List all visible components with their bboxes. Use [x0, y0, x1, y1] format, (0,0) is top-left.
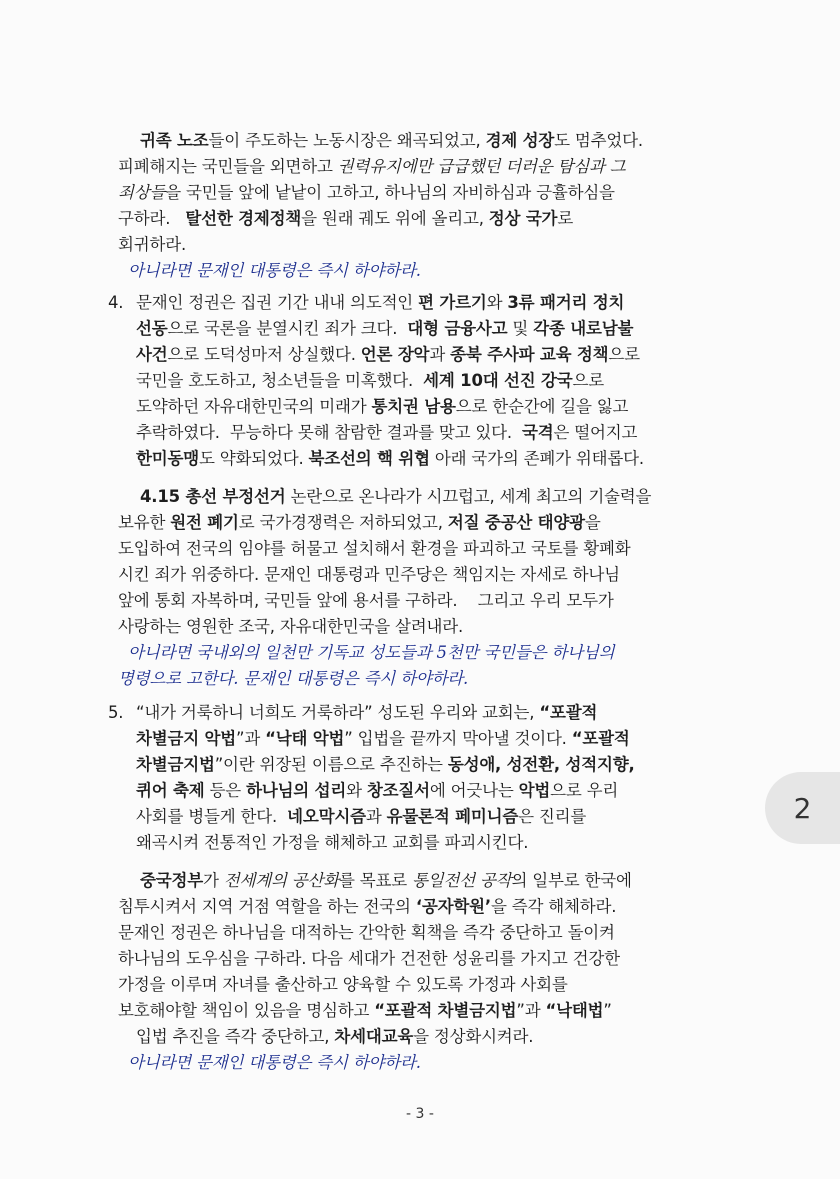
bold-text: 편 가르기: [418, 293, 487, 312]
text-line: [118, 316, 738, 342]
bold-text: 4.15 총선 부정선거: [140, 487, 286, 506]
text: 를 목표로: [338, 871, 413, 890]
text: 으로 국론을 분열시킨 죄가 크다.: [167, 319, 408, 338]
text-line: [118, 484, 738, 510]
text: “내가 거룩하니 너희도 거룩하라” 성도된 우리와 교회는,: [136, 703, 540, 722]
text-line: [118, 752, 738, 778]
bold-text: 경제 성장: [485, 131, 555, 150]
text-line: [118, 180, 738, 206]
text-line: [118, 206, 738, 232]
text-line: 사랑하는 영원한 조국, 자유대한민국을 살려내라.: [118, 617, 464, 636]
text: 국민을 호도하고, 청소년들을 미혹했다.: [136, 371, 424, 390]
text: 을 원래 궤도 위에 올리고,: [301, 209, 489, 228]
text: 을 국민들 앞에 낱낱이 고하고, 하나님의 자비하심과 긍휼하심을: [165, 183, 615, 202]
bold-text: 중국정부: [140, 871, 203, 890]
bold-text: 차세대교육: [334, 1027, 414, 1046]
bold-text: 한미동맹: [136, 449, 199, 468]
text: 보유한: [118, 513, 171, 532]
bold-text: 통치권 남용: [371, 397, 456, 416]
text: 들이 주도하는 노동시장은 왜곡되었고,: [208, 131, 486, 150]
bold-text: 북조선의 핵 위협: [308, 449, 430, 468]
text-line: [118, 804, 738, 830]
text: 으로 우리: [550, 781, 619, 800]
text: 보호해야할 책임이 있음을 명심하고: [118, 1001, 375, 1020]
text: 가: [202, 871, 224, 890]
italic-text: 통일전선 공작: [412, 871, 512, 890]
text: 도 멈추었다.: [554, 131, 643, 150]
text-line: [118, 128, 738, 154]
text: 은 진리를: [518, 807, 587, 826]
text: 등은: [204, 781, 247, 800]
text: 및: [507, 319, 534, 338]
text: 와: [486, 293, 508, 312]
bold-text: 네오막시즘: [287, 807, 366, 826]
text-line: [118, 368, 738, 394]
paragraph-item-5: [108, 700, 738, 856]
text: ”: [603, 1001, 612, 1020]
text: 으로: [572, 371, 604, 390]
bold-text: 종북 주사파 교육 정책: [450, 345, 609, 364]
text: 추락하였다. 무능하다 못해 참람한 결과를 맞고 있다.: [136, 423, 523, 442]
bold-text: 세계 10대 선진 강국: [423, 371, 573, 390]
demand-line: 아니라면 문재인 대통령은 즉시 하야하라.: [128, 1053, 421, 1072]
text-line: 문재인 정권은 하나님을 대적하는 간악한 획책을 즉각 중단하고 돌이켜: [118, 923, 615, 942]
bold-text: 악법: [518, 781, 551, 800]
item-number: 5.: [108, 703, 124, 722]
text-line: [118, 342, 738, 368]
bold-text: “낙태 악법: [265, 729, 345, 748]
text: 피폐해지는 국민들을 외면하고: [118, 157, 338, 176]
text: 아래 국가의 존폐가 위태롭다.: [429, 449, 644, 468]
text: 입법 추진을 즉각 중단하고,: [136, 1027, 335, 1046]
page-badge-label: 2: [793, 791, 812, 825]
bold-text: “포괄적: [539, 703, 598, 722]
item-number: 4.: [108, 293, 124, 312]
bold-text: 정상 국가: [488, 209, 558, 228]
text-line: 회귀하라.: [118, 235, 187, 254]
bold-text: 원전 폐기: [170, 513, 239, 532]
text: 침투시켜서 지역 거점 역할을 하는 전국의: [118, 897, 416, 916]
text: 으로: [608, 345, 640, 364]
paragraph-economy: [118, 128, 738, 284]
text: 구하라.: [118, 209, 186, 228]
text: 와: [346, 781, 367, 800]
text-line: [118, 700, 738, 726]
text: 의 일부로 한국에: [511, 871, 632, 890]
text: ” 입법을 끝까지 막아낼 것이다.: [344, 729, 572, 748]
text: 로 국가경쟁력은 저하되었고,: [238, 513, 448, 532]
bold-text: 사건: [136, 345, 168, 364]
demand-line: 명령으로 고한다. 문재인 대통령은 즉시 하야하라.: [118, 669, 469, 688]
bold-text: 유물론적 페미니즘: [386, 807, 519, 826]
text-line: [118, 394, 738, 420]
demand-line: 아니라면 국내외의 일천만 기독교 성도들과 5천만 국민들은 하나님의: [128, 643, 615, 662]
bold-text: 동성애, 성전환, 성적지향,: [447, 755, 635, 774]
text-line: [118, 290, 738, 316]
text-line: [118, 510, 738, 536]
text: 과: [365, 807, 387, 826]
text: 도 약화되었다.: [198, 449, 309, 468]
text: 을 정상화시켜라.: [413, 1027, 534, 1046]
text: ”과: [235, 729, 266, 748]
text-line: [118, 1024, 738, 1050]
text-line: [118, 998, 738, 1024]
bold-text: ‘공자학원’: [415, 897, 491, 916]
bold-text: 차별금지법: [136, 755, 215, 774]
text: ”과: [516, 1001, 546, 1020]
text-line: 하나님의 도우심을 구하라. 다음 세대가 건전한 성윤리를 가지고 건강한: [118, 949, 620, 968]
text-line: 도입하여 전국의 임야를 허물고 설치해서 환경을 파괴하고 국토를 황폐화: [118, 539, 631, 558]
paragraph-china: [118, 868, 738, 1076]
bold-text: 저질 중공산 태양광: [447, 513, 585, 532]
text-line: [118, 868, 738, 894]
bold-text: 창조질서: [366, 781, 430, 800]
text: 과: [429, 345, 451, 364]
page-number: - 3 -: [406, 1106, 434, 1122]
bold-text: “포괄적 차별금지법: [374, 1001, 517, 1020]
page-badge[interactable]: [765, 772, 840, 844]
bold-text: 국격: [522, 423, 554, 442]
text: 로: [557, 209, 574, 228]
text: ”이란 위장된 이름으로 추진하는: [214, 755, 448, 774]
text-line: [118, 894, 738, 920]
italic-text: 전세계의 공산화: [223, 871, 339, 890]
text: 을: [584, 513, 601, 532]
bold-text: 탈선한 경제정책: [185, 209, 302, 228]
text-line: [118, 778, 738, 804]
bold-text: 각종 내로남불: [533, 319, 634, 338]
text: 은 떨어지고: [553, 423, 638, 442]
text-line: [118, 726, 738, 752]
text-line: 왜곡시켜 전통적인 가정을 해체하고 교회를 파괴시킨다.: [136, 833, 529, 852]
bold-text: 차별금지 악법: [136, 729, 236, 748]
text: 논란으로 온나라가 시끄럽고, 세계 최고의 기술력을: [285, 487, 652, 506]
italic-text: 권력유지에만 급급했던 더러운 탐심과 그: [337, 157, 626, 176]
text: 으로 한순간에 길을 잃고: [455, 397, 629, 416]
text-line: 가정을 이루며 자녀를 출산하고 양육할 수 있도록 가정과 사회를: [118, 975, 568, 994]
text: 을 즉각 해체하라.: [490, 897, 617, 916]
bold-text: “낙태법: [545, 1001, 604, 1020]
bold-text: “포괄적: [571, 729, 630, 748]
text: 사회를 병들게 한다.: [136, 807, 288, 826]
demand-line: 아니라면 문재인 대통령은 즉시 하야하라.: [128, 261, 421, 280]
bold-text: 3류 패거리 정치: [507, 293, 625, 312]
bold-text: 선동: [136, 319, 168, 338]
text-line: [118, 154, 738, 180]
text: 에 어긋나는: [429, 781, 519, 800]
bold-text: 언론 장악: [360, 345, 430, 364]
paragraph-election: [118, 484, 738, 692]
text: 문재인 정권은 집권 기간 내내 의도적인: [136, 293, 419, 312]
bold-text: 하나님의 섭리: [246, 781, 347, 800]
text-line: 시킨 죄가 위중하다. 문재인 대통령과 민주당은 책임지는 자세로 하나님: [118, 565, 620, 584]
paragraph-item-4: [108, 290, 738, 472]
bold-text: 귀족 노조: [140, 131, 209, 150]
bold-text: 대형 금융사고: [407, 319, 508, 338]
bold-text: 퀴어 축제: [136, 781, 205, 800]
text: 으로 도덕성마저 상실했다.: [167, 345, 361, 364]
text-line: 앞에 통회 자복하며, 국민들 앞에 용서를 구하라. 그리고 우리 모두가: [118, 591, 614, 610]
text: 도약하던 자유대한민국의 미래가: [136, 397, 372, 416]
italic-text: 죄상들: [118, 183, 166, 202]
text-line: [118, 446, 738, 472]
text-line: [118, 420, 738, 446]
